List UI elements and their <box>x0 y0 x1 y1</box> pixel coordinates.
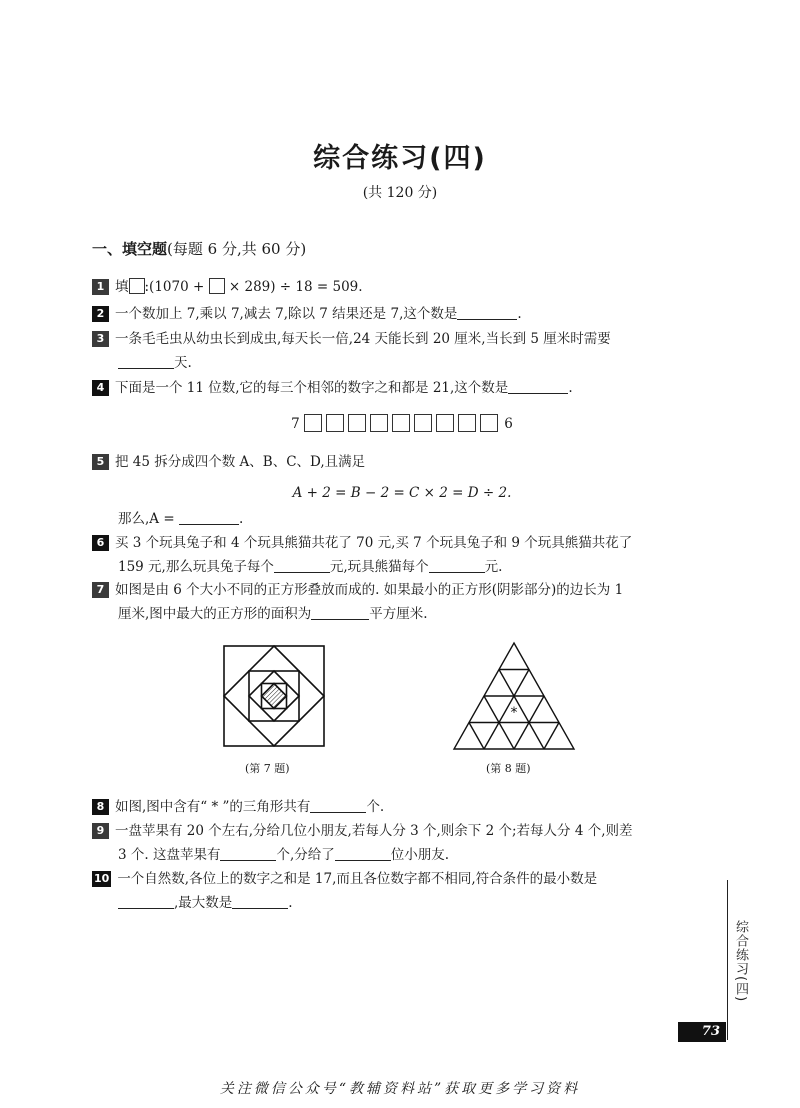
q3-end: 天. <box>174 355 192 371</box>
figure-7-caption: (第 7 题) <box>245 762 290 775</box>
question-number: 10 <box>94 872 110 885</box>
q9-text-1: 一盘苹果有 20 个左右,分给几位小朋友,若每人分 3 个,则余下 2 个;若每人分 4 个,则差 <box>115 823 633 839</box>
star-mark: * <box>510 705 518 721</box>
question-3 <box>92 327 712 375</box>
question-7 <box>92 578 712 626</box>
digit-box[interactable] <box>414 414 432 432</box>
question-number: 1 <box>92 279 109 295</box>
question-number: 5 <box>92 454 109 470</box>
q5-end: . <box>238 511 244 527</box>
digit-box[interactable] <box>480 414 498 432</box>
answer-blank[interactable] <box>335 848 391 861</box>
q4-text: 下面是一个 11 位数,它的每三个相邻的数字之和都是 21,这个数是 <box>115 380 509 396</box>
question-9 <box>92 819 712 867</box>
question-number: 9 <box>92 823 109 839</box>
q10-text-2b: . <box>288 895 293 911</box>
q10-text-1: 一个自然数,各位上的数字之和是 17,而且各位数字都不相同,符合条件的最小数是 <box>117 871 598 887</box>
section-title: 一、填空题 <box>92 240 168 258</box>
answer-blank[interactable] <box>311 607 369 620</box>
answer-blank[interactable] <box>274 560 330 573</box>
answer-box[interactable] <box>129 278 145 294</box>
q9-text-2a: 3 个. 这盘苹果有 <box>118 847 221 863</box>
q2-end: . <box>517 306 522 322</box>
page-title: 综合练习(四) <box>313 143 487 174</box>
grid-line <box>469 723 484 750</box>
digit-box[interactable] <box>436 414 454 432</box>
sidebar-divider <box>727 880 728 1040</box>
page-number: 73 <box>678 1022 726 1042</box>
q1-text-c: × 289) ÷ 18 = 509. <box>228 279 363 295</box>
figure-8-triangle-grid <box>452 641 576 751</box>
q7-text-2a: 厘米,图中最大的正方形的面积为 <box>118 606 312 622</box>
digit-box[interactable] <box>304 414 322 432</box>
q2-text: 一个数加上 7,乘以 7,减去 7,除以 7 结果还是 7,这个数是 <box>115 306 458 322</box>
question-number: 4 <box>92 380 109 396</box>
answer-blank[interactable] <box>232 896 288 909</box>
section-note: (每题 6 分,共 60 分) <box>167 240 307 258</box>
answer-blank[interactable] <box>118 896 174 909</box>
first-digit: 7 <box>291 416 300 432</box>
question-number: 7 <box>92 582 109 598</box>
figure-7-nested-squares <box>222 644 326 748</box>
q9-text-2c: 位小朋友. <box>390 847 450 863</box>
q6-text-2b: 元,玩具熊猫每个 <box>329 559 429 575</box>
q8-end: 个. <box>366 799 385 815</box>
digit-box[interactable] <box>348 414 366 432</box>
q5-text: 把 45 拆分成四个数 A、B、C、D,且满足 <box>115 454 366 470</box>
q3-text: 一条毛毛虫从幼虫长到成虫,每天长一倍,24 天能长到 20 厘米,当长到 5 厘米时需要 <box>115 331 611 347</box>
question-number: 6 <box>92 535 109 551</box>
question-2 <box>92 302 712 326</box>
answer-blank[interactable] <box>310 800 366 813</box>
digit-row <box>92 412 712 436</box>
answer-blank[interactable] <box>220 848 276 861</box>
question-1 <box>92 275 712 299</box>
figure-8-caption: (第 8 题) <box>486 762 531 775</box>
q10-text-2a: ,最大数是 <box>174 895 233 911</box>
q1-text-a: 填 <box>115 279 129 295</box>
section-heading <box>92 238 306 259</box>
question-number: 2 <box>92 306 109 322</box>
q7-text-2b: 平方厘米. <box>369 606 428 622</box>
q6-text-2c: 元. <box>484 559 503 575</box>
question-4 <box>92 376 712 400</box>
last-digit: 6 <box>504 416 513 432</box>
shaded-square <box>262 684 287 709</box>
answer-blank[interactable] <box>457 307 517 320</box>
q4-end: . <box>568 380 573 396</box>
q5-answer-line <box>92 507 738 531</box>
question-8 <box>92 795 712 819</box>
answer-blank[interactable] <box>508 381 568 394</box>
sidebar-section-label: 综合练习(四) <box>733 920 748 1003</box>
answer-blank[interactable] <box>118 356 174 369</box>
question-number: 3 <box>92 331 109 347</box>
question-5 <box>92 450 712 474</box>
q7-text-1: 如图是由 6 个大小不同的正方形叠放而成的. 如果最小的正方形(阴影部分)的边长为 1 <box>115 582 624 598</box>
footer-watermark: 关注微信公众号“教辅资料站”获取更多学习资料 <box>219 1081 581 1097</box>
answer-box[interactable] <box>209 278 225 294</box>
digit-box[interactable] <box>326 414 344 432</box>
digit-box[interactable] <box>458 414 476 432</box>
digit-box[interactable] <box>392 414 410 432</box>
q5-text-3: 那么,A = <box>118 511 175 527</box>
q5-equation: A + 2 = B − 2 = C × 2 = D ÷ 2. <box>292 485 512 501</box>
q9-text-2b: 个,分给了 <box>276 847 335 863</box>
q1-text-b: :(1070 + <box>144 279 205 295</box>
answer-blank[interactable] <box>429 560 485 573</box>
answer-blank[interactable] <box>179 512 239 525</box>
grid-line <box>544 723 559 750</box>
page-subtitle: (共 120 分) <box>362 185 438 201</box>
digit-box[interactable] <box>370 414 388 432</box>
question-6 <box>92 531 712 579</box>
q6-text-2a: 159 元,那么玩具兔子每个 <box>118 559 274 575</box>
q8-text: 如图,图中含有“ * ”的三角形共有 <box>115 799 311 815</box>
question-number: 8 <box>92 799 109 815</box>
q6-text-1: 买 3 个玩具兔子和 4 个玩具熊猫共花了 70 元,买 7 个玩具兔子和 9 个玩具熊猫共花了 <box>115 535 633 551</box>
question-10 <box>92 867 712 915</box>
